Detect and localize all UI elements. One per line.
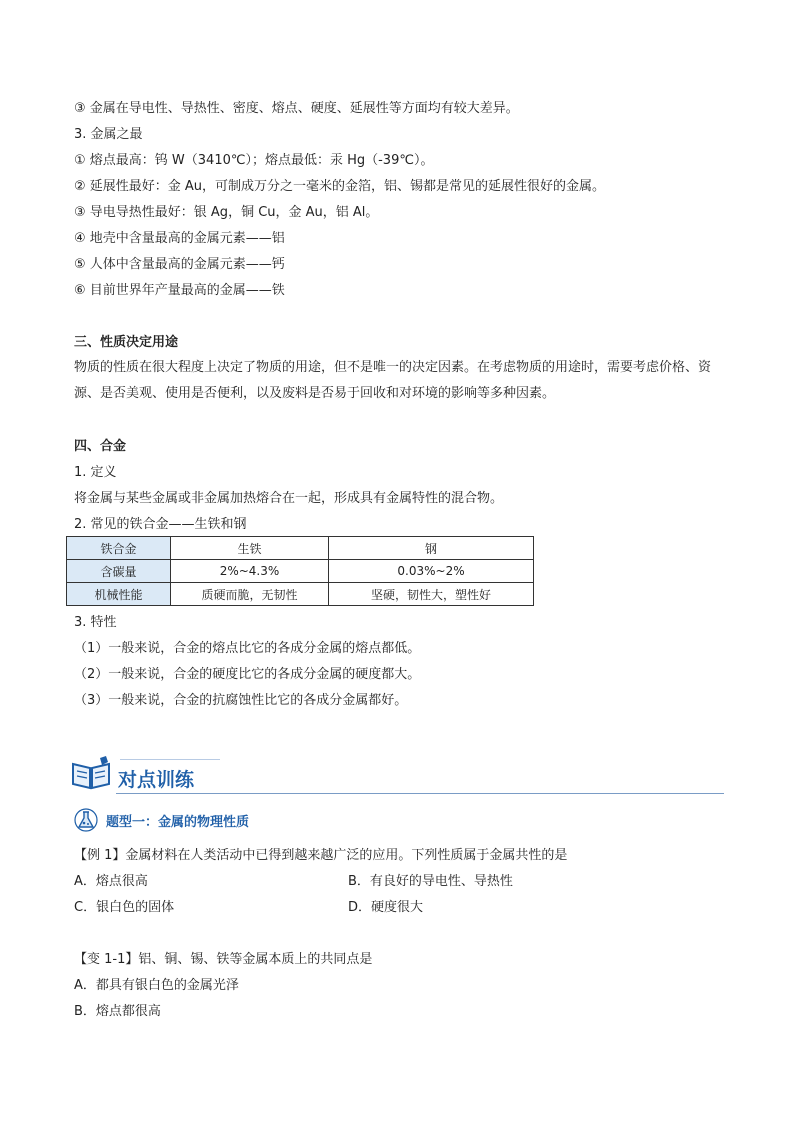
variant-1-1-option-b: B．熔点都很高: [74, 1004, 161, 1019]
table-cell: 含碳量: [67, 560, 171, 583]
trait-item-1: （1）一般来说，合金的熔点比它的各成分金属的熔点都低。: [74, 641, 421, 656]
variant-1-1-question: [74, 951, 372, 969]
banner-top-rule: [120, 759, 220, 760]
iron-alloy-table: [66, 536, 534, 606]
example-1-tag: 【例 1】: [74, 848, 126, 863]
metal-records-heading: 3. 金属之最: [74, 127, 143, 142]
table-cell: 钢: [329, 537, 534, 560]
section-three-heading: 三、性质决定用途: [74, 335, 179, 350]
metal-difference-item: ③ 金属在导电性、导热性、密度、熔点、硬度、延展性等方面均有较大差异。: [74, 101, 519, 116]
variant-1-1-text: 铝、铜、锡、铁等金属本质上的共同点是: [138, 952, 373, 967]
variant-1-1-option-a: A．都具有银白色的金属光泽: [74, 978, 239, 993]
table-cell: 质硬而脆，无韧性: [171, 583, 329, 606]
table-row: [67, 537, 534, 560]
trait-item-3: （3）一般来说，合金的抗腐蚀性比它的各成分金属都好。: [74, 693, 408, 708]
metal-record-1: ① 熔点最高：钨 W（3410℃）；熔点最低：汞 Hg（-39℃）。: [74, 153, 434, 168]
table-cell: 0.03%~2%: [329, 560, 534, 583]
definition-heading: 1. 定义: [74, 465, 117, 480]
table-cell: 生铁: [171, 537, 329, 560]
example-1-option-a: A．熔点很高: [74, 874, 148, 889]
banner-rule: [116, 793, 724, 794]
example-1-text: 金属材料在人类活动中已得到越来越广泛的应用。下列性质属于金属共性的是: [125, 848, 568, 863]
variant-1-1-tag: 【变 1-1】: [74, 952, 139, 967]
example-1-option-b: B．有良好的导电性、导热性: [348, 874, 513, 889]
table-row: [67, 583, 534, 606]
trait-item-2: （2）一般来说，合金的硬度比它的各成分金属的硬度都大。: [74, 667, 421, 682]
metal-record-4: ④ 地壳中含量最高的金属元素——铝: [74, 231, 285, 246]
metal-record-2: ② 延展性最好：金 Au，可制成万分之一毫米的金箔，铝、锡都是常见的延展性很好的金属。: [74, 179, 606, 194]
section-three-body: 物质的性质在很大程度上决定了物质的用途，但不是唯一的决定因素。在考虑物质的用途时，需要考虑价格、资源、是否美观、使用是否便利，以及废料是否易于回收和对环境的影响等多种因素。: [74, 360, 712, 401]
table-row: [67, 560, 534, 583]
table-cell: 坚硬，韧性大，塑性好: [329, 583, 534, 606]
table-cell: 铁合金: [67, 537, 171, 560]
definition-body: 将金属与某些金属或非金属加热熔合在一起，形成具有金属特性的混合物。: [74, 491, 504, 506]
traits-heading: 3. 特性: [74, 615, 117, 630]
banner-title: 对点训练: [118, 769, 195, 791]
section-four-heading: 四、合金: [74, 439, 127, 454]
metal-record-6: ⑥ 目前世界年产量最高的金属——铁: [74, 283, 285, 298]
question-type-title: 题型一：金属的物理性质: [106, 815, 250, 830]
open-book-icon: [70, 756, 112, 796]
metal-record-3: ③ 导电导热性最好：银 Ag，铜 Cu，金 Au，铝 Al。: [74, 205, 379, 220]
flask-icon: [72, 808, 100, 836]
table-heading: 2. 常见的铁合金——生铁和钢: [74, 517, 247, 532]
example-1-option-c: C．银白色的固体: [74, 900, 175, 915]
example-1-option-d: D．硬度很大: [348, 900, 424, 915]
practice-banner: [70, 756, 724, 796]
table-cell: 2%~4.3%: [171, 560, 329, 583]
table-cell: 机械性能: [67, 583, 171, 606]
example-1-question: [74, 847, 567, 865]
metal-record-5: ⑤ 人体中含量最高的金属元素——钙: [74, 257, 285, 272]
